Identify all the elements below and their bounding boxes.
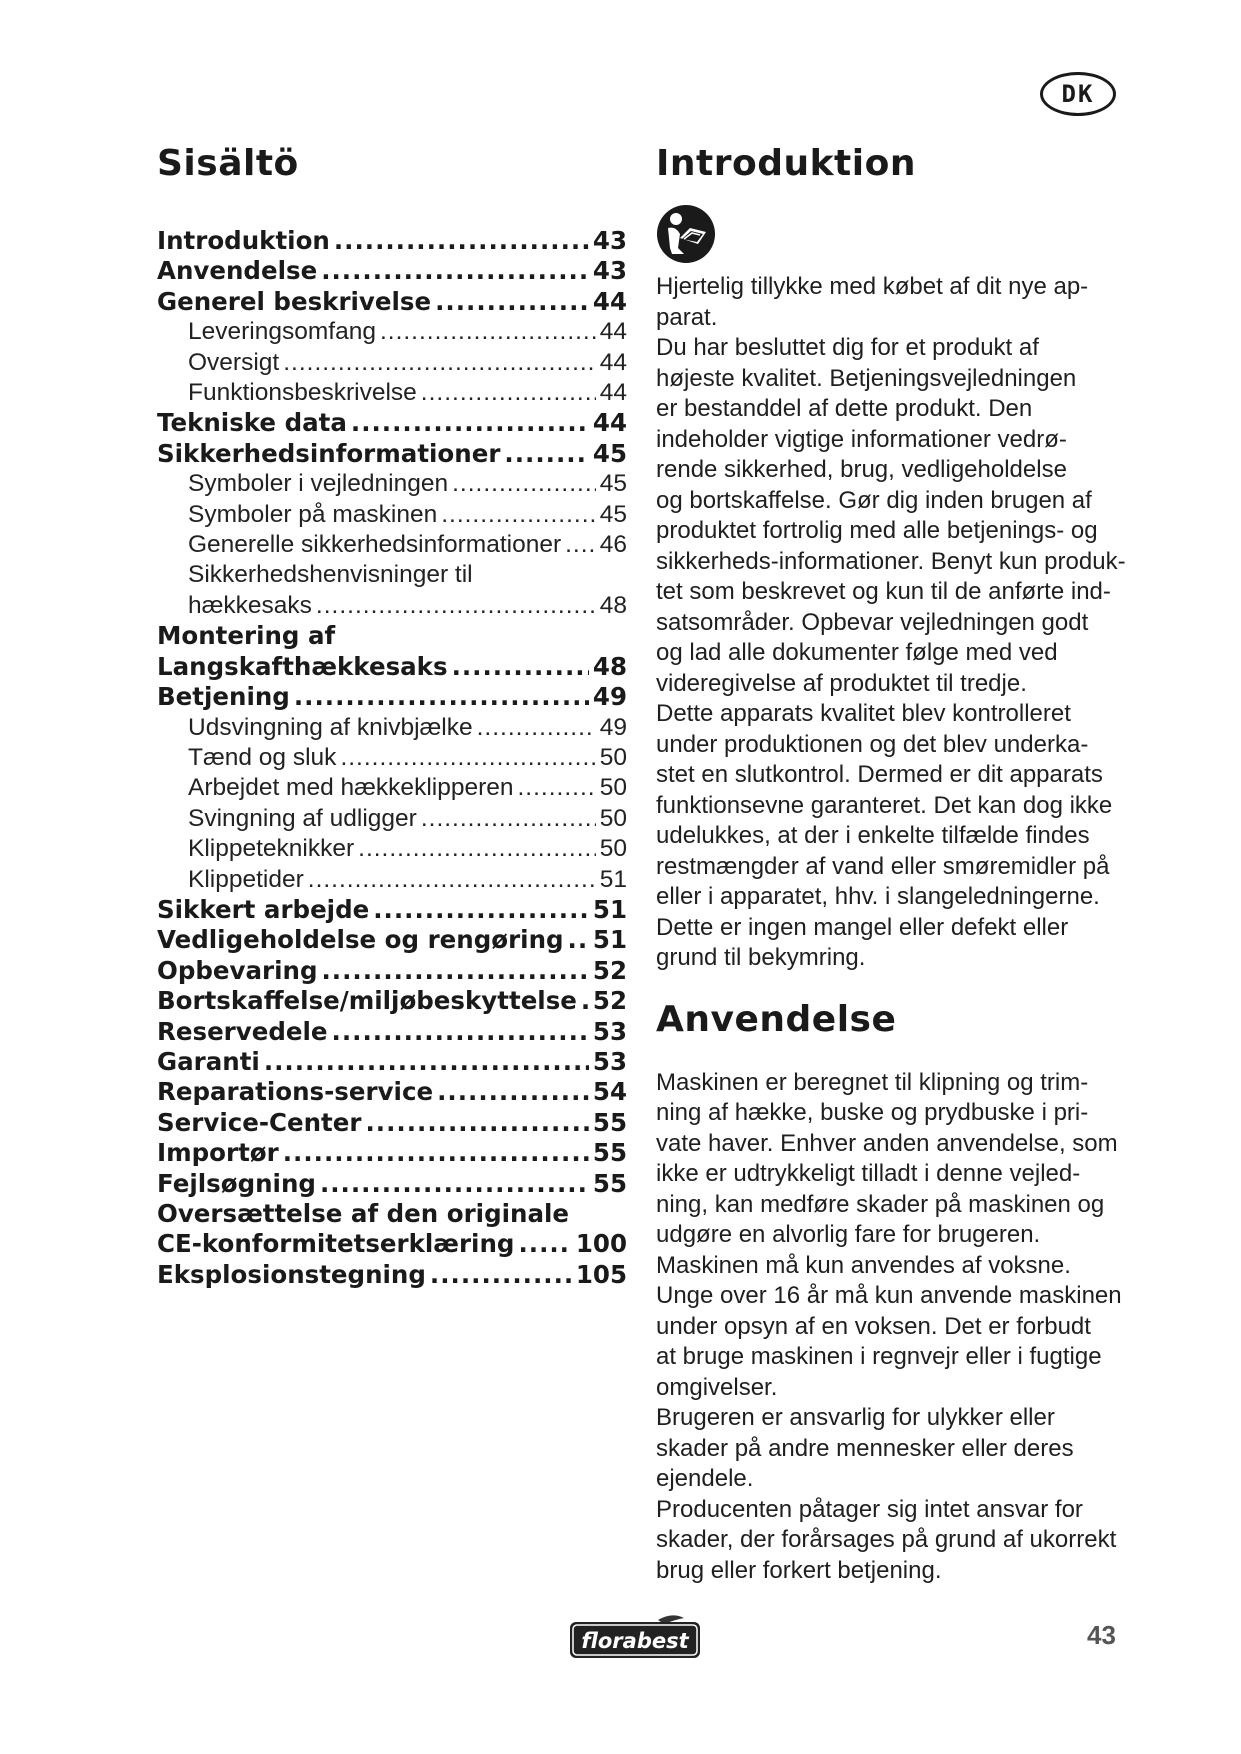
text-line: tet som beskrevet og kun til de anførte ind- [656, 578, 1111, 605]
text-line: satsområder. Opbevar vejledningen godt [656, 608, 1089, 636]
florabest-logo [568, 1614, 702, 1660]
introduktion-text [656, 272, 1136, 974]
anvendelse-text [656, 1068, 1136, 1587]
content-column [656, 140, 1136, 1586]
text-line: indeholder vigtige informationer vedrø- [656, 425, 1067, 453]
svg-text:florabest: florabest [581, 1629, 689, 1653]
toc-item[interactable]: Fejlsøgning ..... 55 [157, 1169, 627, 1199]
toc-item-line1[interactable]: Oversættelse af den originale [157, 1199, 570, 1228]
toc-subitem[interactable]: Klippetider ..... 51 [157, 865, 627, 895]
text-line: under produktionen og det blev underka- [656, 730, 1089, 758]
text-line: og bortskaffelse. Gør dig inden brugen af [656, 486, 1092, 514]
text-line: ikke er udtrykkeligt tilladt i denne vejled- [656, 1160, 1081, 1187]
anvendelse-heading: Anvendelse [656, 998, 897, 1040]
toc-item[interactable]: Vedligeholdelse og rengøring ..... 51 [157, 925, 627, 955]
toc-item[interactable]: Importør ..... 55 [157, 1138, 627, 1168]
text-line: sikkerheds-informationer. Benyt kun produk- [656, 547, 1126, 575]
text-line: højeste kvalitet. Betjeningsvejledningen [656, 364, 1077, 392]
text-line: vate haver. Enhver anden anvendelse, som [656, 1129, 1118, 1157]
toc-subitem[interactable]: Oversigt ..... 44 [157, 348, 627, 378]
text-line: Dette er ingen mangel eller defekt eller [656, 913, 1069, 941]
toc-item[interactable]: Bortskaffelse/miljøbeskyttelse ..... 52 [157, 986, 627, 1016]
language-badge: DK [1040, 72, 1116, 116]
toc-item[interactable]: Tekniske data ..... 44 [157, 408, 627, 438]
text-line: Brugeren er ansvarlig for ulykker eller [656, 1404, 1055, 1431]
text-line: restmængder af vand eller smøremidler på [656, 852, 1110, 880]
text-line: ejendele. [656, 1465, 754, 1492]
page-number: 43 [1087, 1620, 1116, 1650]
toc-item[interactable]: Langskafthækkesaks ..... 48 [157, 652, 627, 682]
toc-item[interactable]: Eksplosionstegning ..... 105 [157, 1260, 627, 1290]
text-line: funktionsevne garanteret. Det kan dog ikke [656, 791, 1113, 819]
text-line: Maskinen må kun anvendes af voksne. [656, 1251, 1071, 1279]
toc-item[interactable]: Introduktion ..... 43 [157, 226, 627, 256]
text-line: at bruge maskinen i regnvejr eller i fugtige [656, 1343, 1102, 1370]
toc-subitem[interactable]: Arbejdet med hækkeklipperen ..... 50 [157, 773, 627, 803]
toc-item[interactable]: Garanti ..... 53 [157, 1047, 627, 1077]
text-line: Unge over 16 år må kun anvende maskinen [656, 1282, 1122, 1309]
text-line: er bestanddel af dette produkt. Den [656, 395, 1033, 422]
text-line: omgivelser. [656, 1373, 778, 1401]
toc-item[interactable]: CE-konformitetserklæring ..... 100 [157, 1229, 627, 1259]
toc-item[interactable]: Betjening ..... 49 [157, 682, 627, 712]
read-manual-icon [656, 204, 716, 264]
toc-subitem[interactable]: Tænd og sluk ..... 50 [157, 743, 627, 773]
text-line: udgøre en alvorlig fare for brugeren. [656, 1221, 1041, 1248]
toc-item[interactable]: Sikkert arbejde ..... 51 [157, 895, 627, 925]
toc-item[interactable]: Generel beskrivelse ..... 44 [157, 287, 627, 317]
table-of-contents [157, 140, 627, 1290]
toc-item[interactable]: Reservedele ..... 53 [157, 1017, 627, 1047]
toc-subitem[interactable]: Leveringsomfang ..... 44 [157, 317, 627, 347]
text-line: Hjertelig tillykke med købet af dit nye ap- [656, 273, 1089, 300]
text-line: Producenten påtager sig intet ansvar for [656, 1495, 1083, 1523]
toc-subitem[interactable]: hækkesaks ..... 48 [157, 591, 627, 621]
toc-subitem[interactable]: Generelle sikkerhedsinformationer ..... 46 [157, 530, 627, 560]
text-line: udelukkes, at der i enkelte tilfælde findes [656, 822, 1090, 849]
toc-item[interactable]: Sikkerhedsinformationer ..... 45 [157, 439, 627, 469]
text-line: brug eller forkert betjening. [656, 1556, 942, 1584]
text-line: rende sikkerhed, brug, vedligeholdelse [656, 456, 1067, 483]
text-line: produktet fortrolig med alle betjenings- og [656, 517, 1098, 544]
text-line: Maskinen er beregnet til klipning og trim- [656, 1068, 1089, 1096]
toc-subitem[interactable]: Udsvingning af knivbjælke ..... 49 [157, 713, 627, 743]
toc-subitem-line1[interactable]: Sikkerhedshenvisninger til [188, 561, 473, 589]
toc-list [157, 226, 627, 1290]
toc-subitem[interactable]: Symboler i vejledningen ..... 45 [157, 469, 627, 499]
text-line: under opsyn af en voksen. Det er forbudt [656, 1312, 1091, 1340]
text-line: Dette apparats kvalitet blev kontrolleret [656, 700, 1071, 727]
toc-subitem[interactable]: Svingning af udligger ..... 50 [157, 804, 627, 834]
text-line: skader på andre mennesker eller deres [656, 1434, 1074, 1462]
toc-subitem[interactable]: Symboler på maskinen ..... 45 [157, 500, 627, 530]
text-line: stet en slutkontrol. Dermed er dit apparats [656, 761, 1103, 788]
text-line: Du har besluttet dig for et produkt af [656, 334, 1039, 361]
toc-item[interactable]: Service-Center ..... 55 [157, 1108, 627, 1138]
text-line: ning af hække, buske og prydbuske i pri- [656, 1099, 1089, 1126]
text-line: parat. [656, 303, 718, 331]
toc-subitem[interactable]: Klippeteknikker ..... 50 [157, 834, 627, 864]
toc-subitem[interactable]: Funktionsbeskrivelse ..... 44 [157, 378, 627, 408]
text-line: skader, der forårsages på grund af ukorrekt [656, 1526, 1117, 1553]
text-line: ning, kan medføre skader på maskinen og [656, 1190, 1105, 1218]
text-line: videregivelse af produktet til tredje. [656, 669, 1027, 697]
introduktion-heading: Introduktion [656, 143, 916, 184]
toc-title: Sisältö [157, 143, 299, 184]
text-line: eller i apparatet, hhv. i slangeledningerne. [656, 883, 1100, 910]
text-line: og lad alle dokumenter følge med ved [656, 639, 1058, 666]
text-line: grund til bekymring. [656, 944, 866, 971]
toc-item[interactable]: Opbevaring ..... 52 [157, 956, 627, 986]
toc-item-line1[interactable]: Montering af [157, 621, 336, 651]
toc-item[interactable]: Anvendelse ..... 43 [157, 256, 627, 286]
toc-item[interactable]: Reparations-service ..... 54 [157, 1077, 627, 1107]
